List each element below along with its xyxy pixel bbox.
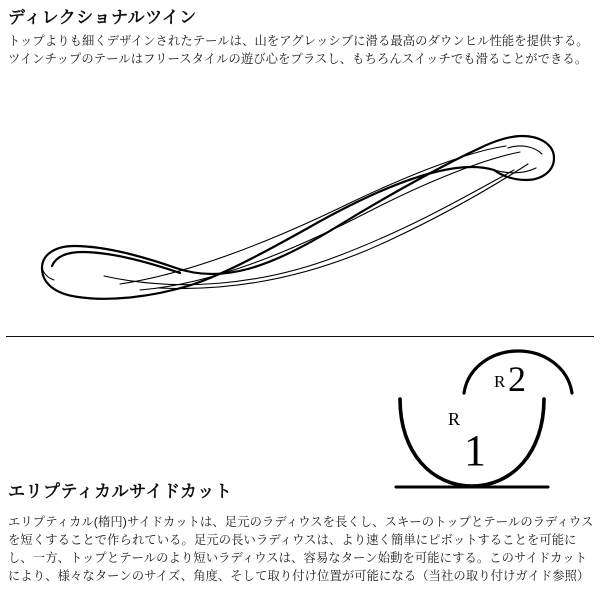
directional-twin-ski-outline-icon — [8, 78, 592, 318]
radius-label-2-prefix: R — [494, 372, 506, 391]
section-heading-elliptical-sidecut: エリプティカルサイドカット — [8, 482, 233, 501]
elliptical-radius-arcs-icon — [376, 341, 596, 501]
radius-label-1-prefix: R — [448, 409, 461, 429]
section-body-text: トップよりも細くデザインされたテールは、山をアグレッシブに滑る最高のダウンヒル性能を提供する。ツインチップのテールはフリースタイルの遊び心をプラスし、もちろんスイッチでも滑ることができる。 — [8, 34, 589, 66]
section-body-text-elliptical: エリプティカル(楕円)サイドカットは、足元のラディウスを長くし、スキーのトップとテールのラディウスを短くすることで作られている。足元の長いラディウスは、より速く簡単にピボットすることを可能にし、一方、トップとテールのより短いラディウスは、容易なターン始動を可能にする。このサイドカットにより、様々なターンのサイズ、角度、そして取り付け位置が可能になる（当社の取り付けガイド参照） — [8, 515, 594, 583]
radius-label-2-value: 2 — [508, 359, 526, 399]
radius-label-1-value: 1 — [464, 426, 486, 475]
section-elliptical-sidecut — [0, 337, 600, 600]
page-title: ディレクショナルツイン — [8, 8, 197, 27]
